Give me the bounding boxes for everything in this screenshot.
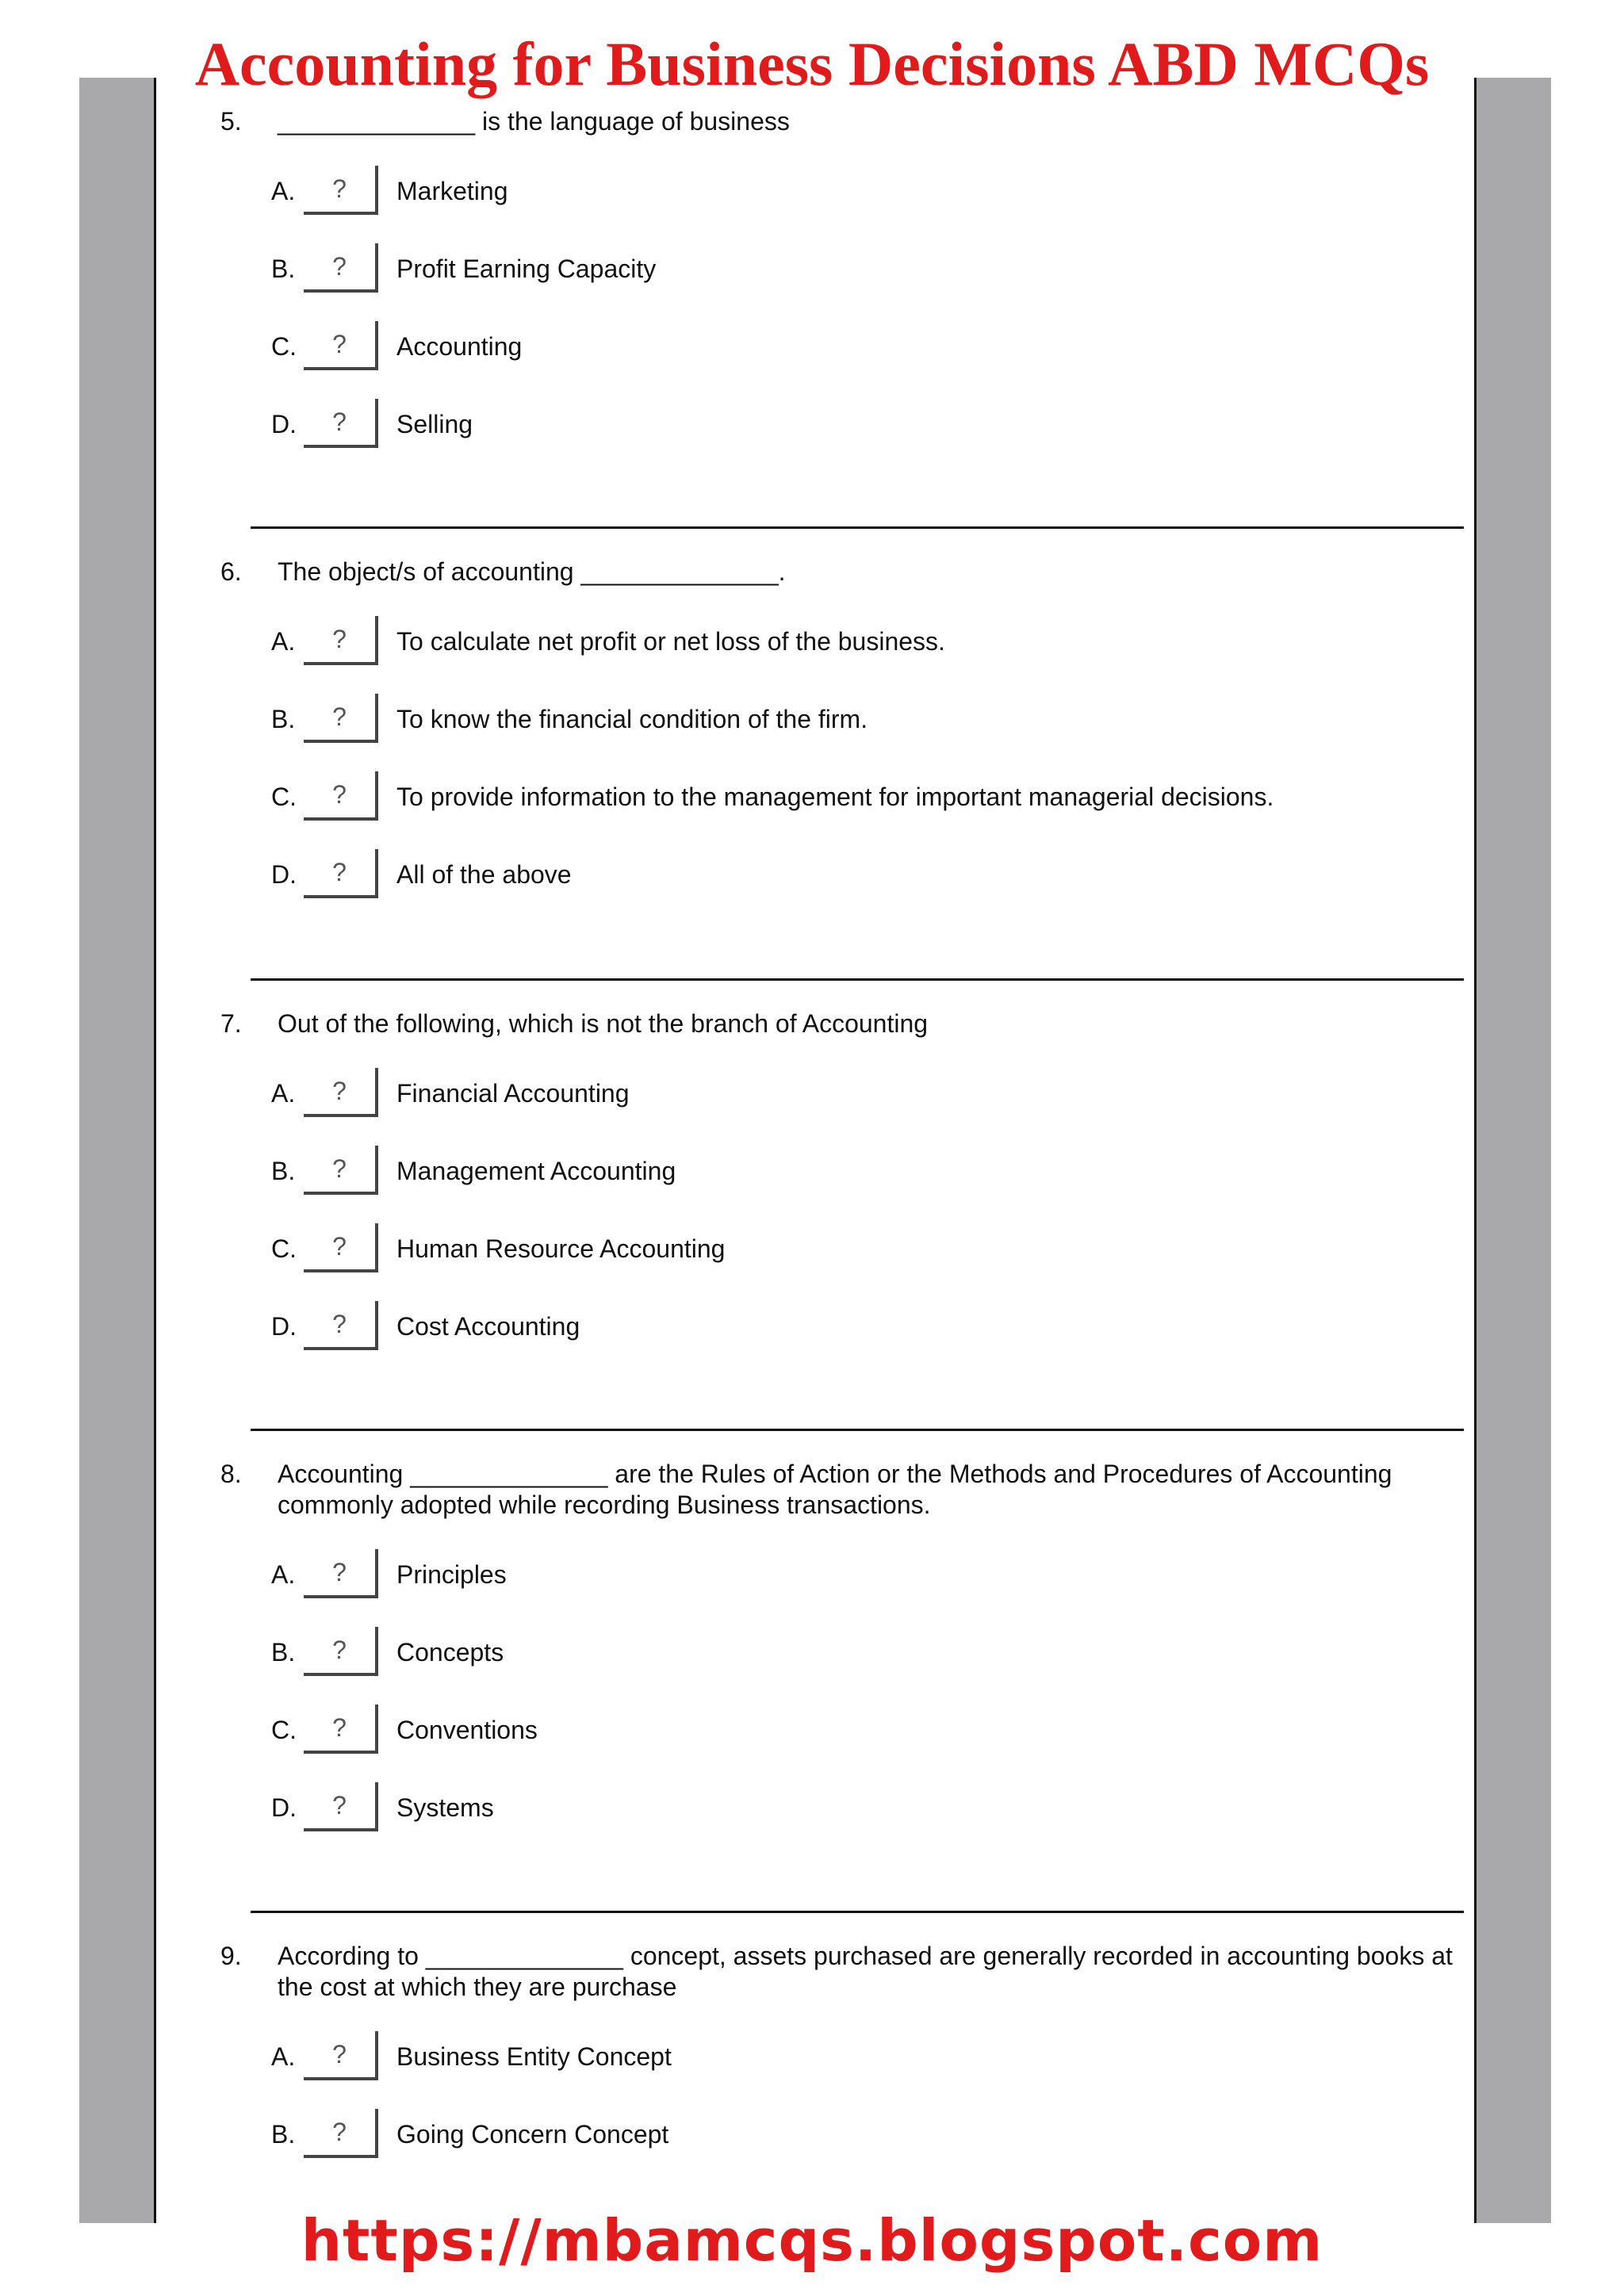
option-letter: B. xyxy=(271,705,296,733)
answer-option[interactable] xyxy=(220,1754,1465,1831)
option-text: Management Accounting xyxy=(396,1157,676,1185)
option-text: Principles xyxy=(396,1560,507,1589)
option-letter: A. xyxy=(271,1560,296,1589)
answer-box[interactable]: ? xyxy=(304,694,378,743)
answer-box[interactable]: ? xyxy=(304,1301,378,1350)
option-text: All of the above xyxy=(396,860,572,889)
option-letter: D. xyxy=(271,410,297,438)
answer-box[interactable]: ? xyxy=(304,2109,378,2158)
answer-option[interactable] xyxy=(220,587,1465,665)
answer-box[interactable]: ? xyxy=(304,1146,378,1195)
answer-option[interactable] xyxy=(220,1676,1465,1754)
option-letter: A. xyxy=(271,627,296,656)
option-letter: D. xyxy=(271,1793,297,1822)
question xyxy=(220,1941,1465,2158)
question-text: The object/s of accounting ______________. xyxy=(278,557,786,586)
option-text: Human Resource Accounting xyxy=(396,1234,726,1263)
answer-option[interactable] xyxy=(220,821,1465,898)
answer-option[interactable] xyxy=(220,2080,1465,2158)
question xyxy=(220,1008,1465,1350)
question-divider xyxy=(251,1911,1464,1913)
option-letter: B. xyxy=(271,2120,296,2149)
question-header xyxy=(220,106,1465,137)
option-letter: C. xyxy=(271,783,297,811)
question-header xyxy=(220,557,1465,587)
answer-box[interactable]: ? xyxy=(304,2031,378,2080)
answer-option[interactable] xyxy=(220,665,1465,743)
answer-box[interactable]: ? xyxy=(304,321,378,370)
option-letter: C. xyxy=(271,1234,297,1263)
answer-box[interactable]: ? xyxy=(304,1223,378,1272)
answer-box[interactable]: ? xyxy=(304,1627,378,1676)
question-header xyxy=(220,1941,1465,2003)
answer-box[interactable]: ? xyxy=(304,243,378,293)
answer-box[interactable]: ? xyxy=(304,1705,378,1754)
answer-box[interactable]: ? xyxy=(304,1782,378,1831)
question-divider xyxy=(251,978,1464,981)
question-number: 7. xyxy=(220,1009,242,1038)
answer-box[interactable]: ? xyxy=(304,1549,378,1598)
question-number: 6. xyxy=(220,557,242,586)
option-text: Business Entity Concept xyxy=(396,2042,672,2071)
page-title: Accounting for Business Decisions ABD MCQs xyxy=(194,29,1430,98)
option-letter: D. xyxy=(271,1312,297,1341)
option-text: Concepts xyxy=(396,1638,504,1667)
option-letter: C. xyxy=(271,1716,297,1744)
option-letter: C. xyxy=(271,332,297,361)
question xyxy=(220,557,1465,898)
answer-box[interactable]: ? xyxy=(304,166,378,215)
answer-option[interactable] xyxy=(220,293,1465,370)
question-header xyxy=(220,1459,1465,1521)
option-text: Cost Accounting xyxy=(396,1312,580,1341)
option-text: Marketing xyxy=(396,177,508,205)
footer-url: https://mbamcqs.blogspot.com xyxy=(301,2207,1323,2274)
question-text: Accounting ______________ are the Rules of Action or the Methods and Procedures of Accounting commonly adopted while recording Business transactions. xyxy=(278,1460,1392,1519)
question-text: According to ______________ concept, assets purchased are generally recorded in accounting books at the cost at which they are purchase xyxy=(278,1942,1453,2001)
option-letter: A. xyxy=(271,177,296,205)
option-text: Conventions xyxy=(396,1716,538,1744)
answer-box[interactable]: ? xyxy=(304,849,378,898)
question-divider xyxy=(251,1429,1464,1431)
option-text: Financial Accounting xyxy=(396,1079,630,1108)
option-text: To provide information to the management for important managerial decisions. xyxy=(396,783,1274,811)
answer-option[interactable] xyxy=(220,1195,1465,1272)
option-letter: B. xyxy=(271,254,296,283)
question-number: 5. xyxy=(220,107,242,136)
question-divider xyxy=(251,526,1464,529)
option-letter: B. xyxy=(271,1638,296,1667)
option-letter: B. xyxy=(271,1157,296,1185)
answer-box[interactable]: ? xyxy=(304,399,378,448)
answer-option[interactable] xyxy=(220,1039,1465,1117)
answer-box[interactable]: ? xyxy=(304,771,378,821)
answer-box[interactable]: ? xyxy=(304,616,378,665)
question-text: Out of the following, which is not the branch of Accounting xyxy=(278,1009,929,1038)
answer-option[interactable] xyxy=(220,1272,1465,1350)
option-text: To calculate net profit or net loss of the business. xyxy=(396,627,945,656)
answer-option[interactable] xyxy=(220,1117,1465,1195)
option-text: To know the financial condition of the firm. xyxy=(396,705,868,733)
answer-option[interactable] xyxy=(220,743,1465,821)
answer-box[interactable]: ? xyxy=(304,1068,378,1117)
option-text: Accounting xyxy=(396,332,523,361)
answer-option[interactable] xyxy=(220,370,1465,448)
question xyxy=(220,106,1465,448)
answer-option[interactable] xyxy=(220,215,1465,293)
answer-option[interactable] xyxy=(220,2003,1465,2080)
option-letter: A. xyxy=(271,1079,296,1108)
answer-option[interactable] xyxy=(220,1598,1465,1676)
question xyxy=(220,1459,1465,1831)
question-text: ______________ is the language of business xyxy=(278,107,790,136)
option-letter: D. xyxy=(271,860,297,889)
option-letter: A. xyxy=(271,2042,296,2071)
option-text: Profit Earning Capacity xyxy=(396,254,657,283)
question-header xyxy=(220,1008,1465,1039)
answer-option[interactable] xyxy=(220,1521,1465,1598)
option-text: Selling xyxy=(396,410,473,438)
option-text: Systems xyxy=(396,1793,494,1822)
question-number: 8. xyxy=(220,1460,242,1488)
question-number: 9. xyxy=(220,1942,242,1970)
answer-option[interactable] xyxy=(220,137,1465,215)
option-text: Going Concern Concept xyxy=(396,2120,669,2149)
